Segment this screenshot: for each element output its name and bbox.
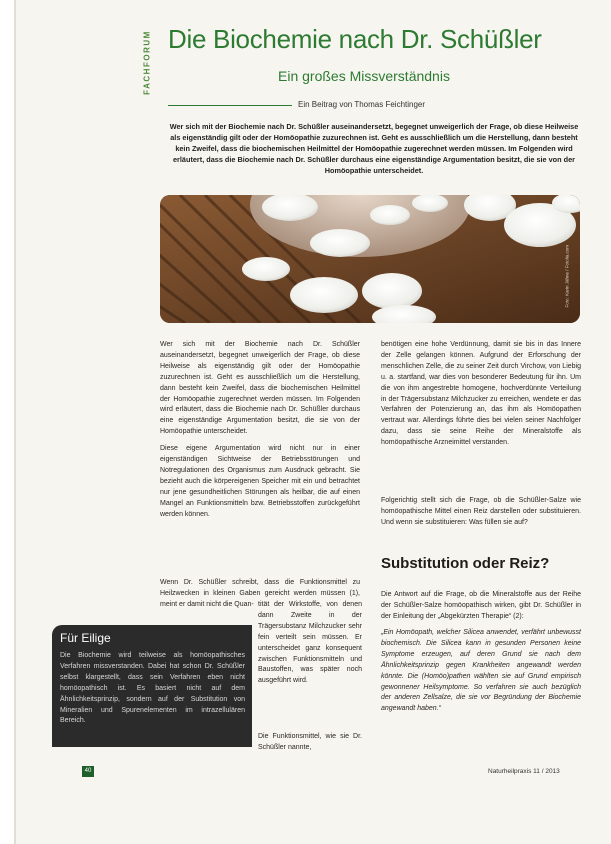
- body-column-left-narrow: [258, 600, 362, 693]
- article-subtitle: Ein großes Missverständnis: [278, 68, 450, 84]
- page-number: 40: [82, 766, 94, 777]
- byline: Ein Beitrag von Thomas Feichtinger: [298, 100, 426, 109]
- footer-issue: Naturheilpraxis 11 / 2013: [488, 768, 560, 775]
- summary-box-text: Die Biochemie wird teilweise als homöopathisches Verfahren missverstanden. Dabei hat schon Dr. Schüßler selbst klargestellt, dass sein Verfahren eben nicht homöopathisch ist. Es basiert nicht auf dem Ähnlichkeitsprinzip, sondern auf der Substitution von Mineralien und Spurenelementen im intrazellulären Bereich.: [60, 652, 245, 725]
- summary-box: [52, 625, 252, 747]
- paragraph: Diese eigene Argumentation wird nicht nur in einer eigenständigen Sichtweise der Betriebsstörungen und Notregulationen des Organismus zum Ausdruck gebracht. Sie bezieht auch die körpereigenen Speicher mit ein und betrachtet nur jene gesundheitlichen Störungen als heilbar, die auf einen Mangel an Funktionsmitteln bzw. Betriebsstoffen zurückgeführt werden können.: [160, 445, 360, 518]
- scan-edge: [14, 0, 16, 844]
- photo-credit-text: Foto: Karin Jähne / Fotolia.com: [564, 244, 570, 308]
- article-title: Die Biochemie nach Dr. Schüßler: [168, 24, 542, 54]
- byline-rule: [168, 105, 292, 106]
- kicker-label: FACHFORUM: [142, 30, 152, 95]
- paragraph: Wer sich mit der Biochemie nach Dr. Schüßler auseinandersetzt, begegnet unweigerlich der Frage, ob diese Heilweise als eigenständig gilt oder der Homöopathie zuzurechnen ist. Geht es ausschließlich um die Herstellung, dann besteht kein Zweifel, dass die biochemischen Heilmittel der Homöopathie zugerechnet werden müssen. Im Folgenden wird erläutert, dass die Biochemie nach Dr. Schüßler durchaus eine eigenständige Argumentation besitzt, die sie von der Homöopathie unterscheidet.: [160, 341, 360, 436]
- section-kicker: [136, 22, 150, 112]
- paragraph: Wenn Dr. Schüßler schreibt, dass die Funktionsmittel zu Heilzwecken in kleinen Gaben gereicht werden müssen (1), meint er damit nicht die Quan-: [160, 579, 360, 608]
- body-column-right-continued: [381, 496, 581, 535]
- paragraph: tität der Wirkstoffe, von denen dann Zweite in der Trägersubstanz Milchzucker sehr fein verteilt sein müssen. Er unterscheidet ganz konsequent zwischen Funktionsmitteln und Baustoffen, was später noch ausgeführt wird.: [258, 601, 362, 685]
- paragraph: benötigen eine hohe Verdünnung, damit sie bis in das Innere der Zelle gelangen können. Aufgrund der Erforschung der menschlichen Zelle, die zu seiner Zeit durch Virchow, von Liebig u. a. startfand, war dies von besonderer Bedeutung für ihn. Um die von ihm angestrebte homogene, hochverdünnte Verteilung in der Trägersubstanz Milchzucker zu erreichen, wendete er das Verfahren der Potenzierung an, das ihm als Homöopathen vertraut war. Allerdings führte dies bei vielen seiner Nachfolger dazu, dass sie seine Reihe der Mineralstoffe als homöopathische Arzneimittel verstanden.: [381, 341, 581, 447]
- pills-on-bamboo-illustration: [160, 195, 580, 323]
- article-photo: [160, 195, 580, 323]
- paragraph: Die Antwort auf die Frage, ob die Mineralstoffe aus der Reihe der Schüßler-Salze homöopathisch wirken, gibt Dr. Schüßler in der Einleitung der „Abgekürzten Therapie“ (2):: [381, 591, 581, 620]
- summary-box-heading: Für Eilige: [60, 631, 111, 645]
- body-column-right-intro: [381, 590, 581, 629]
- paragraph: Die Funktionsmittel, wie sie Dr. Schüßler nannte,: [258, 733, 362, 751]
- paragraph: Folgerichtig stellt sich die Frage, ob die Schüßler-Salze wie homöopathische Mittel einen Reiz darstellen oder substituieren. Und wenn sie substituieren: Was füllen sie auf?: [381, 497, 581, 526]
- schuessler-quote: „Ein Homöopath, welcher Silicea anwendet, verfährt unbewusst biochemisch. Die Silicea kann in gesunden Personen keine Symptome erzeugen, auf deren Grund sie nach dem Ähnlichkeitsprinzip gegen Krankheiten angewandt werden könnte. Die (Homöo)pathen wählten sie auf Grund empirisch gewonnener Heilsymptome. So verfahren sie auch bezüglich der anderen Zellsalze, die sie vor Begründung der Biochemie angewandt haben.“: [381, 629, 581, 713]
- body-column-left: [160, 340, 360, 527]
- section-heading: Substitution oder Reiz?: [381, 555, 550, 572]
- body-column-right: [381, 340, 581, 455]
- article-lead: Wer sich mit der Biochemie nach Dr. Schüßler auseinandersetzt, begegnet unweigerlich der Frage, ob diese Heilweise als eigenständig gilt oder der Homöopathie zuzurechnen ist. Geht es ausschließlich um die Herstellung, dann besteht kein Zweifel, dass die biochemischen Heilmittel der Homöopathie zugerechnet werden müssen. Im Folgenden wird erläutert, dass die Biochemie nach Dr. Schüßler durchaus eine eigenständige Argumentation besitzt, die sie von der Homöopathie unterscheidet.: [169, 122, 579, 175]
- photo-credit: [562, 220, 572, 310]
- body-column-left-end: [258, 732, 362, 760]
